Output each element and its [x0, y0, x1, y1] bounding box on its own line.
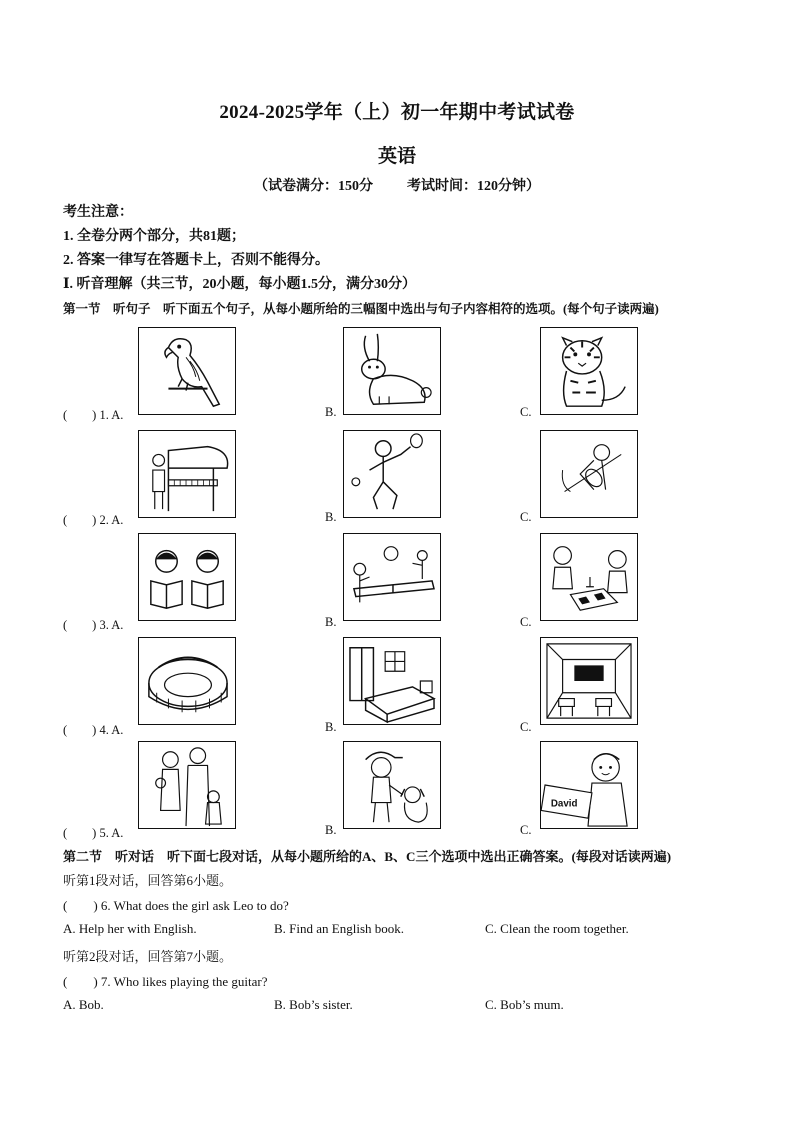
- name-card-boy-icon: [541, 742, 637, 828]
- q3-option-b-ping-pong-picture[interactable]: [343, 533, 441, 621]
- q1-option-b-label: B.: [325, 405, 337, 419]
- q7-option-c[interactable]: C. Bob’s mum.: [485, 997, 564, 1012]
- q6-option-c[interactable]: C. Clean the room together.: [485, 921, 629, 936]
- tennis-player-icon: [344, 431, 440, 517]
- question-6-text: ( ) 6. What does the girl ask Leo to do?: [63, 898, 289, 913]
- stadium-icon: [139, 638, 235, 724]
- tiger-icon: [541, 328, 637, 414]
- q2-option-c-violin-picture[interactable]: [540, 430, 638, 518]
- rabbit-icon: [344, 328, 440, 414]
- exam-meta: [0, 175, 794, 195]
- note-item-2: 2. 答案一律写在答题卡上，否则不能得分。: [63, 253, 329, 268]
- classroom-icon: [541, 638, 637, 724]
- q3-option-c-chess-picture[interactable]: [540, 533, 638, 621]
- q6-option-b[interactable]: B. Find an English book.: [274, 921, 405, 936]
- q1-option-b-rabbit-picture[interactable]: [343, 327, 441, 415]
- q4-option-b-label: B.: [325, 720, 337, 734]
- q4-option-c-label: C.: [520, 720, 532, 734]
- q3-option-b-label: B.: [325, 615, 337, 629]
- q2-option-a-piano-picture[interactable]: [138, 430, 236, 518]
- q4-option-a-stadium-picture[interactable]: [138, 637, 236, 725]
- q2-option-b-label: B.: [325, 510, 337, 524]
- bedroom-icon: [344, 638, 440, 724]
- question-5-label: ( ) 5. A.: [63, 826, 124, 840]
- q1-option-c-tiger-picture[interactable]: [540, 327, 638, 415]
- q1-option-c-label: C.: [520, 405, 532, 419]
- chess-icon: [541, 534, 637, 620]
- q3-option-a-reading-picture[interactable]: [138, 533, 236, 621]
- name-card-text: David: [550, 798, 578, 810]
- question-4-label: ( ) 4. A.: [63, 723, 124, 737]
- q5-option-c-name-card-picture[interactable]: [540, 741, 638, 829]
- section2-heading: 第二节 听对话 听下面七段对话，从每小题所给的A、B、C三个选项中选出正确答案。(每段对话读两遍): [63, 849, 672, 864]
- exam-title: 2024-2025学年（上）初一年期中考试试卷: [219, 102, 575, 123]
- question-7-text: ( ) 7. Who likes playing the guitar?: [63, 974, 268, 989]
- q4-option-c-classroom-picture[interactable]: [540, 637, 638, 725]
- dialog-2-intro: 听第2段对话，回答第7小题。: [63, 949, 233, 964]
- ping-pong-icon: [344, 534, 440, 620]
- full-score: （试卷满分：150分: [254, 179, 373, 194]
- dialog-1-intro: 听第1段对话，回答第6小题。: [63, 873, 233, 888]
- q3-option-c-label: C.: [520, 615, 532, 629]
- q2-option-b-tennis-picture[interactable]: [343, 430, 441, 518]
- q5-option-c-label: C.: [520, 823, 532, 837]
- reading-kids-icon: [139, 534, 235, 620]
- q5-option-b-boy-dog-picture[interactable]: [343, 741, 441, 829]
- q4-option-b-bedroom-picture[interactable]: [343, 637, 441, 725]
- boy-with-dog-icon: [344, 742, 440, 828]
- q7-option-a[interactable]: A. Bob.: [63, 997, 104, 1012]
- q5-option-b-label: B.: [325, 823, 337, 837]
- notes-heading: 考生注意：: [63, 205, 133, 220]
- family-icon: [139, 742, 235, 828]
- question-2-label: ( ) 2. A.: [63, 513, 124, 527]
- q2-option-c-label: C.: [520, 510, 532, 524]
- question-3-label: ( ) 3. A.: [63, 618, 124, 632]
- question-1-label: ( ) 1. A.: [63, 408, 124, 422]
- q1-option-a-parrot-picture[interactable]: [138, 327, 236, 415]
- piano-icon: [139, 431, 235, 517]
- subject-title: 英语: [377, 146, 416, 167]
- exam-time: 考试时间：120分钟）: [407, 179, 540, 194]
- q7-option-b[interactable]: B. Bob’s sister.: [274, 997, 353, 1012]
- violin-icon: [541, 431, 637, 517]
- section1-heading: 第一节 听句子 听下面五个句子，从每小题所给的三幅图中选出与句子内容相符的选项。(每个句子读两遍): [63, 302, 659, 316]
- parrot-icon: [139, 328, 235, 414]
- note-item-1: 1. 全卷分两个部分，共81题；: [63, 229, 245, 244]
- part1-heading: Ⅰ. 听音理解（共三节，20小题，每小题1.5分，满分30分）: [63, 277, 417, 292]
- q5-option-a-family-picture[interactable]: [138, 741, 236, 829]
- q6-option-a[interactable]: A. Help her with English.: [63, 921, 197, 936]
